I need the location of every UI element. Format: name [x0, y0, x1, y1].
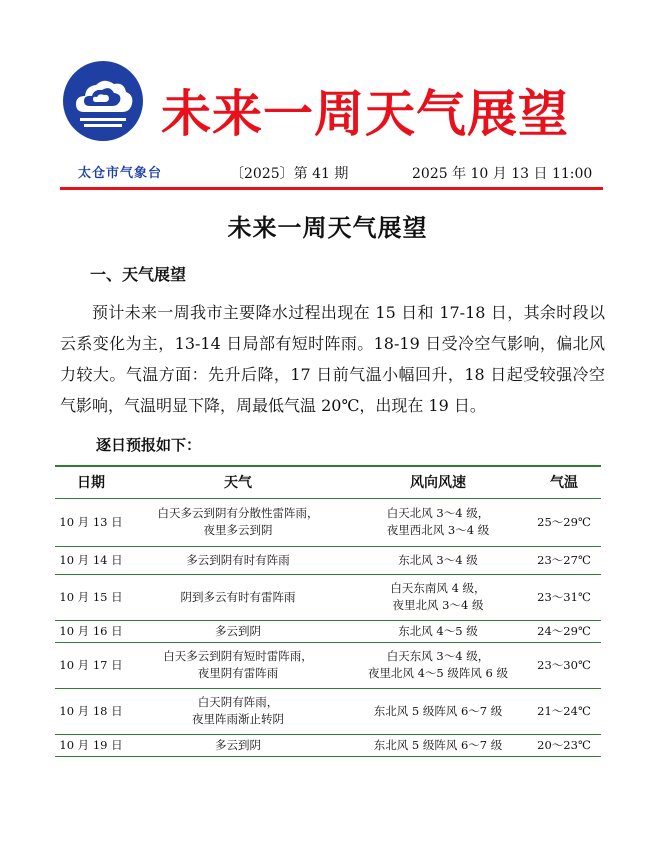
cell-weather	[127, 688, 349, 734]
cell-temperature: 23～31℃	[527, 574, 601, 620]
table-row	[55, 620, 601, 642]
table-row	[55, 574, 601, 620]
cell-weather: 阴到多云有时有雷阵雨	[127, 574, 349, 620]
cell-date: 10 月 13 日	[55, 498, 127, 546]
table-row	[55, 546, 601, 574]
cell-temperature: 23～30℃	[527, 642, 601, 688]
issue-date: 2025 年 10 月 13 日 11:00	[412, 166, 593, 182]
outlook-paragraph: 预计未来一周我市主要降水过程出现在 15 日和 17-18 日，其余时段以云系变化为主，13-14 日局部有短时阵雨。18-19 日受冷空气影响，偏北风力较大。气温方面：先升后降，17 日前气温小幅回升，18 日起受较强冷空气影响，气温明显下降，周最低气温 20℃，出现在 19 日。	[60, 303, 605, 415]
cell-temperature: 24～29℃	[527, 620, 601, 642]
cell-wind: 东北风 5 级阵风 6～7 级	[349, 688, 527, 734]
cell-wind	[349, 574, 527, 620]
table-row	[55, 734, 601, 756]
cell-date: 10 月 19 日	[55, 734, 127, 756]
cell-wind: 东北风 3～4 级	[349, 546, 527, 574]
wind-line: 夜里北风 4～5 级阵风 6 级	[367, 666, 509, 680]
cell-date: 10 月 16 日	[55, 620, 127, 642]
table-row	[55, 688, 601, 734]
wind-line: 白天北风 3～4 级，	[386, 506, 490, 520]
column-header-weather: 天气	[127, 466, 349, 498]
weather-line: 白天阴有阵雨，	[197, 695, 279, 709]
document-title: 未来一周天气展望	[227, 214, 428, 242]
column-header-date: 日期	[55, 466, 127, 498]
wind-line: 白天东南风 4 级，	[390, 581, 486, 595]
weather-line: 夜里多云到阴	[203, 523, 273, 537]
table-row	[55, 642, 601, 688]
cell-weather: 多云到阴	[127, 734, 349, 756]
cell-wind: 东北风 4～5 级	[349, 620, 527, 642]
cell-weather: 多云到阴	[127, 620, 349, 642]
issue-number: 〔2025〕第 41 期	[230, 166, 349, 182]
agency-name: 太仓市气象台	[78, 166, 163, 181]
cell-temperature: 21～24℃	[527, 688, 601, 734]
cell-temperature: 20～23℃	[527, 734, 601, 756]
cell-date: 10 月 17 日	[55, 642, 127, 688]
wind-line: 夜里西北风 3～4 级	[386, 523, 490, 537]
table-row	[55, 498, 601, 546]
cell-weather: 多云到阴有时有阵雨	[127, 546, 349, 574]
daily-forecast-heading: 逐日预报如下：	[96, 436, 202, 454]
forecast-table	[55, 465, 601, 757]
cell-wind	[349, 642, 527, 688]
cell-weather	[127, 498, 349, 546]
meteorological-cloud-logo-icon	[62, 60, 144, 142]
cell-date: 10 月 14 日	[55, 546, 127, 574]
cell-wind: 东北风 5 级阵风 6～7 级	[349, 734, 527, 756]
cell-wind	[349, 498, 527, 546]
weather-line: 白天多云到阴有分散性雷阵雨，	[157, 506, 319, 520]
column-header-temperature: 气温	[527, 466, 601, 498]
masthead-title: 未来一周天气展望	[161, 85, 569, 143]
weather-line: 夜里阵雨渐止转阴	[192, 712, 284, 726]
cell-date: 10 月 18 日	[55, 688, 127, 734]
column-header-wind: 风向风速	[349, 466, 527, 498]
wind-line: 夜里北风 3～4 级	[392, 598, 484, 612]
header-divider	[60, 187, 603, 190]
table-header-row	[55, 466, 601, 498]
weather-line: 夜里阴有雷阵雨	[197, 666, 279, 680]
wind-line: 白天东风 3～4 级，	[386, 649, 490, 663]
cell-date: 10 月 15 日	[55, 574, 127, 620]
cell-weather	[127, 642, 349, 688]
section-heading: 一、天气展望	[90, 265, 187, 284]
cell-temperature: 25～29℃	[527, 498, 601, 546]
cell-temperature: 23～27℃	[527, 546, 601, 574]
weather-line: 白天多云到阴有短时雷阵雨，	[163, 649, 313, 663]
